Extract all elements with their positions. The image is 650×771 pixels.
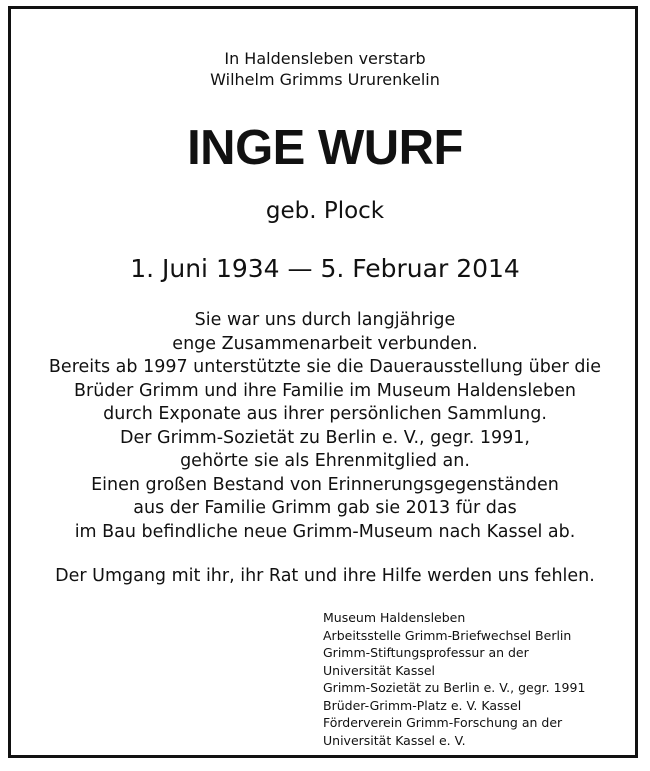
signatory-line: Grimm-Sozietät zu Berlin e. V., gegr. 1991: [323, 680, 586, 695]
tribute-line: Einen großen Bestand von Erinnerungsgegenständen: [91, 474, 559, 495]
signatory-line: Förderverein Grimm-Forschung an der: [323, 715, 563, 730]
signatory-line: Grimm-Stiftungsprofessur an der: [323, 645, 529, 660]
life-dates: 1. Juni 1934 — 5. Februar 2014: [130, 254, 520, 283]
birth-name: geb. Plock: [265, 198, 385, 224]
tribute-line: aus der Familie Grimm gab sie 2013 für das: [133, 498, 517, 518]
signatory-line: Arbeitsstelle Grimm-Briefwechsel Berlin: [323, 627, 572, 643]
tribute-line: gehörte sie als Ehrenmitglied an.: [180, 451, 470, 471]
tribute-text: [0, 309, 650, 544]
tribute-line: im Bau befindliche neue Grimm-Museum nach Kassel ab.: [74, 521, 576, 542]
intro-line: Wilhelm Grimms Ururenkelin: [210, 70, 440, 89]
tribute-line: durch Exponate aus ihrer persönlichen Sammlung.: [103, 404, 547, 424]
tribute-line: Sie war uns durch langjährige: [194, 310, 456, 330]
intro-text: [0, 48, 650, 90]
tribute-line: Bereits ab 1997 unterstützte sie die Dauerausstellung über die: [48, 357, 602, 377]
signatory-line: Universität Kassel: [323, 662, 436, 678]
tribute-line: enge Zusammenarbeit verbunden.: [172, 333, 478, 354]
signatory-line: Brüder-Grimm-Platz e. V. Kassel: [323, 697, 522, 713]
signatory-line: Universität Kassel e. V.: [323, 732, 466, 748]
tribute-line: Der Grimm-Sozietät zu Berlin e. V., gegr. 1991,: [120, 427, 530, 448]
signatory-line: Museum Haldensleben: [323, 610, 466, 625]
deceased-name: INGE WURF: [187, 121, 463, 175]
closing-sentence: Der Umgang mit ihr, ihr Rat und ihre Hilfe werden uns fehlen.: [55, 566, 595, 586]
intro-line: In Haldensleben verstarb: [224, 49, 426, 68]
tribute-line: Brüder Grimm und ihre Familie im Museum Haldensleben: [74, 380, 576, 401]
signatories-list: [323, 609, 585, 749]
